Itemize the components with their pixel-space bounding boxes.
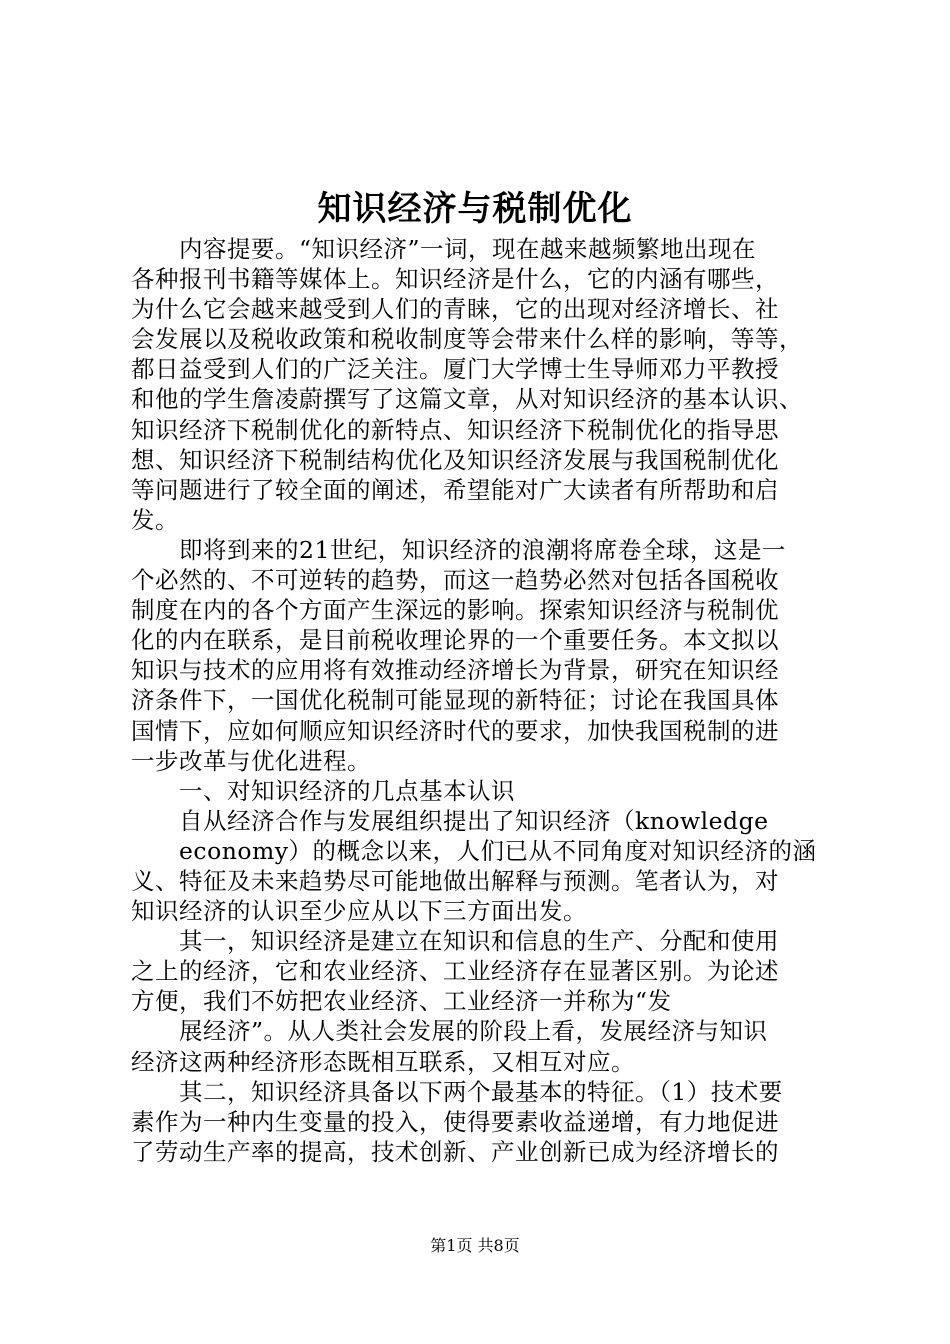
text-line: 内容提要。“知识经济”一词，现在越来越频繁地出现在: [179, 235, 757, 263]
text-line: 和他的学生詹凌蔚撰写了这篇文章，从对知识经济的基本认识、: [131, 385, 803, 414]
text-line: 化的内在联系，是目前税收理论界的一个重要任务。本文拟以: [131, 626, 779, 655]
text-line: 经济这两种经济形态既相互联系，又相互对应。: [131, 1047, 635, 1076]
document-title: 知识经济与税制优化: [317, 189, 633, 229]
text-line: 其一，知识经济是建立在知识和信息的生产、分配和使用: [179, 927, 779, 956]
text-line: 济条件下，一国优化税制可能显现的新特征；讨论在我国具体: [131, 686, 779, 715]
text-line: 知识与技术的应用将有效推动经济增长为背景，研究在知识经: [131, 656, 779, 685]
text-line: 制度在内的各个方面产生深远的影响。探索知识经济与税制优: [131, 596, 779, 625]
text-line: 义、特征及未来趋势尽可能地做出解释与预测。笔者认为，对: [131, 866, 779, 895]
text-line: 即将到来的21世纪，知识经济的浪潮将席卷全球，这是一: [179, 535, 786, 564]
text-line: 之上的经济，它和农业经济、工业经济存在显著区别。为论述: [131, 957, 779, 986]
text-line: 个必然的、不可逆转的趋势，而这一趋势必然对包括各国税收: [131, 566, 779, 595]
text-line: 素作为一种内生变量的投入，使得要素收益递增，有力地促进: [131, 1107, 779, 1136]
text-line: 会发展以及税收政策和税收制度等会带来什么样的影响，等等，: [131, 325, 803, 354]
text-line: 为什么它会越来越受到人们的青睐，它的出现对经济增长、社: [131, 295, 779, 324]
text-line: 都日益受到人们的广泛关注。厦门大学博士生导师邓力平教授: [131, 355, 779, 384]
text-line: 方便，我们不妨把农业经济、工业经济一并称为“发: [131, 987, 672, 1016]
section-heading: 一、对知识经济的几点基本认识: [179, 776, 515, 805]
text-line: 想、知识经济下税制结构优化及知识经济发展与我国税制优化: [131, 445, 779, 474]
text-line: 了劳动生产率的提高，技术创新、产业创新已成为经济增长的: [131, 1137, 779, 1166]
text-line: 展经济”。从人类社会发展的阶段上看，发展经济与知识: [179, 1017, 768, 1046]
text-line: 各种报刊书籍等媒体上。知识经济是什么，它的内涵有哪些，: [131, 265, 779, 294]
text-line: 自从经济合作与发展组织提出了知识经济（knowledge: [179, 806, 769, 835]
text-line: 一步改革与优化进程。: [131, 746, 371, 775]
document-body: [131, 234, 831, 1167]
text-line: 发。: [131, 505, 179, 534]
text-line: economy）的概念以来，人们已从不同角度对知识经济的涵: [179, 836, 817, 865]
text-line: 知识经济的认识至少应从以下三方面出发。: [131, 897, 587, 926]
text-line: 国情下，应如何顺应知识经济时代的要求，加快我国税制的进: [131, 716, 779, 745]
text-line: 知识经济下税制优化的新特点、知识经济下税制优化的指导思: [131, 415, 779, 444]
text-line: 等问题进行了较全面的阐述，希望能对广大读者有所帮助和启: [131, 475, 779, 504]
page-number-footer: 第1页 共8页: [430, 1236, 520, 1255]
text-line: 其二，知识经济具备以下两个最基本的特征。（1）技术要: [179, 1077, 783, 1106]
